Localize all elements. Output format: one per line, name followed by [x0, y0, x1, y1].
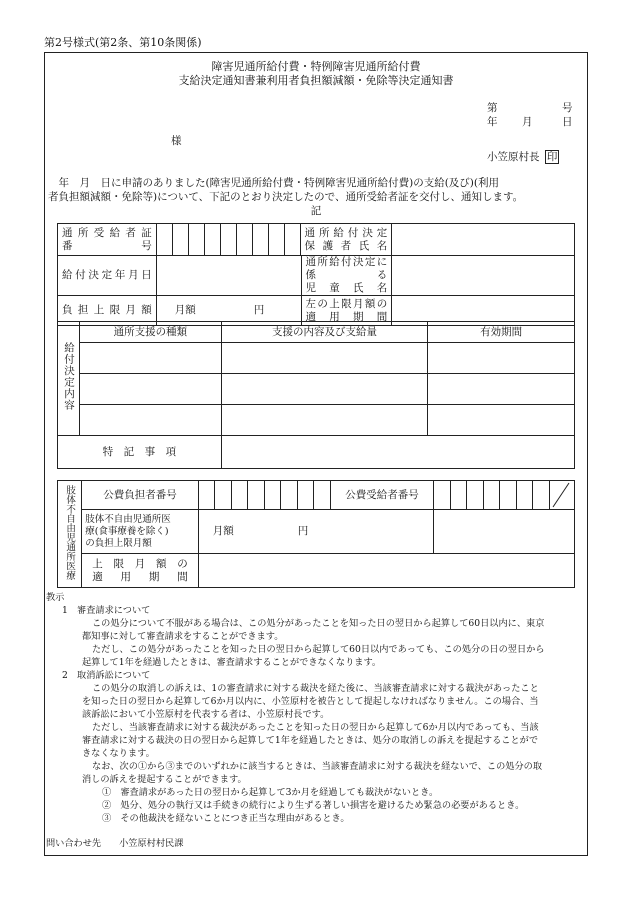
section-2-paragraph-1c: 該訴訟において小笠原村を代表する者は、小笠原村長です。 [82, 709, 330, 720]
child-name-value [392, 256, 575, 296]
support-row-2-type [79, 374, 221, 405]
medical-side-label: 肢体不自由児通所医療 [58, 481, 82, 588]
special-notes-label: 特 記 事 項 [58, 436, 222, 469]
recipient-digit-5 [500, 481, 517, 510]
section-2-paragraph-1b: を知った日の翌日から起算して6か月以内に、小笠原村を被告として提起しなければなりません。この場合、当 [82, 696, 539, 707]
public-payer-number-label: 公費負担者番号 [82, 481, 199, 510]
medical-table [57, 480, 575, 588]
exception-item-3: ③ その他裁決を経ないことにつき正当な理由があるとき。 [102, 813, 350, 824]
public-recipient-number-label: 公費受給者番号 [330, 481, 433, 510]
section-2-paragraph-1a: この処分の取消しの訴えは、1の審査請求に対する裁決を経た後に、当該審査請求に対する裁決があったこと [92, 683, 539, 694]
diagonal-slash-icon [550, 481, 572, 509]
recipient-number-digit-4 [204, 224, 220, 256]
issuer: 小笠原村長 [487, 151, 540, 163]
support-row-1-period [428, 343, 575, 374]
recipient-digit-diagonal [549, 481, 574, 510]
recipient-digit-2 [450, 481, 467, 510]
decision-date-value [156, 256, 301, 296]
guardian-name-label: 通所給付決定 保護者氏名 [300, 224, 392, 256]
body-line-2: 者負担額減額・免除等)について、下記のとおり決定したので、通所受給者証を交付し、通知します。 [48, 191, 524, 203]
support-row-3-content [221, 405, 428, 436]
form-number: 第2号様式(第2条、第10条関係) [44, 36, 202, 49]
exception-item-2: ② 処分、処分の執行又は手続きの続行により生ずる著しい損害を避けるため緊急の必要があるとき。 [102, 800, 525, 811]
column-valid-period: 有効期間 [428, 322, 575, 343]
column-support-type: 通所支援の種類 [79, 322, 221, 343]
date-year: 年 [487, 116, 498, 128]
recipient-number-digit-1 [156, 224, 172, 256]
medical-period-value [198, 554, 574, 588]
decision-table [57, 223, 575, 326]
body-line-1: 年 月 日に申請のありました(障害児通所給付費・特例障害児通所給付費)の支給(及び)(利用 [48, 177, 499, 189]
recipient-number-digit-6 [236, 224, 252, 256]
issuer-line [487, 150, 559, 164]
document-number-suffix: 号 [562, 102, 573, 114]
recipient-number-digit-7 [252, 224, 268, 256]
section-2-title: 2 取消訴訟について [62, 670, 151, 681]
payer-digit-1 [198, 481, 215, 510]
exception-item-1: ① 審査請求があった日の翌日から起算して3か月を経過しても裁決がないとき。 [102, 787, 439, 798]
column-support-content: 支援の内容及び支給量 [221, 322, 428, 343]
recipient-digit-6 [516, 481, 533, 510]
recipient-number-label: 通所受給者証 番号 [58, 224, 157, 256]
ki-label: 記 [310, 205, 322, 217]
section-2-paragraph-2c: きなくなります。 [82, 748, 155, 759]
support-row-3-type [79, 405, 221, 436]
payer-digit-5 [264, 481, 281, 510]
addressee-suffix: 様 [171, 135, 182, 147]
recipient-digit-7 [533, 481, 550, 510]
recipient-number-digit-2 [172, 224, 188, 256]
payer-digit-4 [248, 481, 265, 510]
decision-date-label: 給付決定年月日 [58, 256, 157, 296]
section-1-paragraph-1b: 都知事に対して審査請求をすることができます。 [82, 631, 284, 642]
medical-cap-label: 肢体不自由児通所医 療(食事療養を除く) の負担上限月額 [82, 510, 199, 554]
section-2-paragraph-2a: ただし、当該審査請求に対する裁決があったことを知った日の翌日から起算して6か月以内であっても、当該 [92, 722, 539, 733]
section-2-paragraph-2b: 審査請求に対する裁決の日の翌日から起算して1年を経過したときは、処分の取消しの訴えを提起することがで [82, 735, 539, 746]
recipient-number-digit-9 [284, 224, 300, 256]
support-row-2-period [428, 374, 575, 405]
payer-digit-3 [231, 481, 248, 510]
support-row-3-period [428, 405, 575, 436]
contact-line [46, 837, 584, 850]
section-1-title: 1 審査請求について [62, 605, 151, 616]
medical-cap-blank [434, 510, 575, 554]
cap-amount-value: 月額 円 [156, 296, 301, 326]
special-notes-value [221, 436, 574, 469]
support-row-1-type [79, 343, 221, 374]
child-name-label: 通所給付決定に係る 児童氏名 [301, 256, 392, 296]
payer-digit-7 [297, 481, 314, 510]
support-row-2-content [221, 374, 428, 405]
date-day: 日 [562, 116, 573, 128]
guardian-name-value [392, 224, 575, 256]
instructions-heading: 教示 [46, 592, 65, 603]
section-2-paragraph-3a: なお、次の①から③までのいずれかに該当するときは、当該審査請求に対する裁決を経ないで、この処分の取 [92, 761, 543, 772]
decision-content-table [57, 321, 575, 469]
support-row-1-content [221, 343, 428, 374]
medical-cap-value: 月額 円 [198, 510, 433, 554]
contact-label: 問い合わせ先 [46, 838, 102, 849]
payer-digit-8 [314, 481, 331, 510]
title-line-2: 支給決定通知書兼利用者負担額減額・免除等決定通知書 [178, 74, 454, 87]
title-line-1: 障害児通所給付費・特例障害児通所給付費 [211, 60, 421, 73]
cap-period-label: 左の上限月額の 適用期間 [301, 296, 392, 326]
section-1-paragraph-2a: ただし、この処分があったことを知った日の翌日から起算して60日以内であっても、この処分の日の翌日から [92, 644, 545, 655]
document-number-prefix: 第 [487, 102, 498, 114]
recipient-number-digit-5 [220, 224, 236, 256]
date-month: 月 [522, 116, 533, 128]
decision-content-side-label: 給付決定内容 [58, 322, 80, 436]
section-1-paragraph-1a: この処分について不服がある場合は、この処分があったことを知った日の翌日から起算して60日以内に、東京 [92, 618, 545, 629]
instructions-section [46, 591, 584, 850]
recipient-number-digit-8 [268, 224, 284, 256]
recipient-number-digit-3 [188, 224, 204, 256]
medical-period-label: 上限月額の 適用期間 [82, 554, 199, 588]
contact-value: 小笠原村村民課 [119, 838, 184, 849]
recipient-digit-4 [483, 481, 500, 510]
section-2-paragraph-3b: 消しの訴えを提起することができます。 [82, 774, 247, 785]
cap-amount-label: 負担上限月額 [58, 296, 157, 326]
section-1-paragraph-2b: 起算して1年を経過したときは、審査請求することができなくなります。 [82, 657, 382, 668]
payer-digit-2 [215, 481, 232, 510]
seal-mark: 印 [546, 151, 558, 163]
recipient-digit-3 [467, 481, 484, 510]
recipient-digit-1 [434, 481, 451, 510]
payer-digit-6 [281, 481, 298, 510]
